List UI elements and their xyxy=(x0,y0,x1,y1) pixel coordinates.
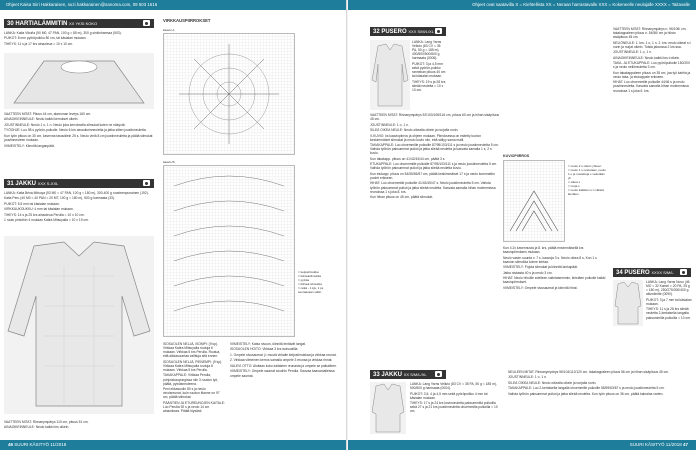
para: JOUSTINNEULE: 1 o, 1 n. xyxy=(370,122,409,127)
section-33-sub: XX S/M/L/XL xyxy=(403,372,427,377)
para: VIIMEISTELY: Pujota silmukat ja kiinnitä lankapäät. xyxy=(503,265,578,270)
para: LANKA: Katia Vikuña (50 M0, 47 PAN, 100 g = 85 m), 300 g sinkinharmaa (503). xyxy=(4,31,122,35)
para: Katia Peru (40 M0 = 40 PAN = 20 MT, 100 g = 180 m), 500 g harmaata (33). xyxy=(4,196,115,201)
para: Neulo vasen suunta v. 7 s, kaavoja 3 s. Neulo oikea 8 s, Kun 1 s kaavion silmukka kolme kertaa. xyxy=(503,255,597,264)
section-30-title: 30 HARTIALÄMMITIN xyxy=(7,21,68,27)
para: LANKA: Lang Yarns Novo (46 MO = 32 Kamel = 20 PA, 25 g = 180 m), 250/275/300/400 g allumiinitte (0090). xyxy=(646,280,690,297)
section-32-title: 32 PUSERO xyxy=(373,29,407,35)
para: Kun työn pituus on 30 cm, kavenna tasavälein 25 s. Neulo vielä 8 cm joustinneuletta ja päätä silmukat joustinneuleen mukaan. xyxy=(4,133,153,143)
section-32-header xyxy=(370,27,446,36)
para: ISOSUOLEN NELJÄ, PIENEMPI: (9 kp). Virkkaa Katira Mitsuyalla ruutuja 8 mukaan. Virkkaa 5 krs Perulla. xyxy=(163,359,223,372)
para: 1 ruutu pintoihin 4 mukaan Katira Mitsuyalla = 10 x 19 cm. xyxy=(4,218,89,223)
para: LANKA: Lang Yarns Velluto (83 CV = 35 PA, 50 g = 185 m), 500/600 g harmaata (0004). xyxy=(410,382,497,391)
section-33-header xyxy=(370,370,446,379)
para: SILEÄ OIKEA NEULE: Neulo oikealla oikein ja nurjalla nurin. xyxy=(370,128,459,133)
para: PUIKOT: 3 ja 7 mm tai käsialan mukaan. xyxy=(646,297,692,306)
section-31-sub: XXX S-XXL xyxy=(37,181,59,186)
para: TAKAKAPPALE: Luo 2-kertaisella langalla ohuemmille puikoille 55/59/63/67 s ja neulo joustinneuletta 5 cm. xyxy=(508,386,665,391)
para: NELIÖNEULE: 1. krs: 1 o, 1 n. 2. krs: neulo oikeat s:t nurin ja nurjat oikein. Toista jaksossa 2 krs:ssa. xyxy=(613,40,691,49)
para: HIHAT: Luo ohuemmille puikoille 41/43/45/47 s. Neulo joustinneuletta 5 cm. Vaihda työhön paksummat puikot ja jatka sileää neuletta. Kasvata samalla hihan molemmissa reunoissa 1 s joka 8. krs. xyxy=(370,181,496,194)
legend-item: seuraavaan väliin xyxy=(298,290,322,294)
para: NEULEEN MITAT: Rinnanympärys 96/104/112/120 cm, takakappaleen pituus 56 cm ja hihan sisäpituus 45 cm. xyxy=(508,370,669,374)
chart-title: VIRKKAUSPIIRROKSET xyxy=(163,18,211,23)
middle-column-text xyxy=(163,342,225,414)
section-30-shawl-schematic xyxy=(4,53,154,109)
section-33-title: 33 JAKKU xyxy=(373,372,403,378)
para: TIHEYS: 17 s ja 24 krs kuvioneuletta paksummilla puikoilla sekä 27 s ja 21 krs joustinneuletta ohuemmilla puikoilla = 10 cm. xyxy=(410,401,498,414)
footer-text: SUURI KÄSITYÖ 11/2018 xyxy=(14,442,67,447)
section-32-continued xyxy=(503,246,608,291)
camera-icon xyxy=(680,269,687,275)
para: JOUSTINNEULE: 1 o, 1 n. xyxy=(613,50,652,55)
section-32-sweater-schematic xyxy=(370,40,410,110)
para: PUIKOT: 8 mm pyöröpuikko 80 cm, tai käsialan mukaan. xyxy=(4,36,87,41)
para: VIRKKUUKOUKKU: 4 mm tai käsialan mukaan. xyxy=(4,207,74,212)
chart-label-b: kaavio B xyxy=(163,160,175,164)
para: TAKA- JA ETUKAPPALE: Luo pyöröpuikolle 180/200 s ja neulo neliöneuletta 3 cm. xyxy=(613,61,690,70)
knitting-chart xyxy=(503,160,565,242)
camera-icon xyxy=(143,180,150,186)
para: Jatka niskasta 40 s ja neulo 3 cm. xyxy=(503,270,553,275)
para: Kun etukapp. pituus on 54/55/56/57 cm, päätä keskimmäiset 17 s ja neulo kummatkin puolet erikseen. xyxy=(370,171,495,180)
diagram-title: KUVIOPIIRROS xyxy=(503,154,530,158)
para: Kun 4.2x kavennusta ja 8. krs, päätä ensimmäisellä krs kaaviopiirroksen mukaan. xyxy=(503,246,584,255)
chart-legend xyxy=(298,270,346,294)
section-34-header xyxy=(613,268,691,277)
section-30-sub: XX YKSI KOKO xyxy=(69,21,98,26)
section-31-materials xyxy=(4,191,154,224)
legend-item: = neulo kaikkien s:n välistä kiertäen xyxy=(568,188,604,196)
legend-item: = ketjusilmukka xyxy=(298,270,319,274)
para: VIIMEISTELY: Ompele saumat sivuihin Perulla. Sauvaa kaavamalleissa ompele saumat. xyxy=(230,369,335,378)
right-footer xyxy=(348,440,696,450)
section-31-header xyxy=(4,179,154,188)
section-31-title: 31 JAKKU xyxy=(7,181,37,187)
para: AINAOIKEINNEULE: Neulo kaikki kerrokset oikein. xyxy=(4,117,79,122)
para: TIHEYS: 19 s ja 28 krs sileää neuletta = 10 x 10 cm. xyxy=(412,79,446,92)
section-34-sweater-schematic xyxy=(613,280,643,326)
para: VAATTEEN MITAT: Pituus 44 cm, alareunan leveys 160 cm. xyxy=(4,112,92,116)
para: ETUKAPPALE: Luo ohuemmille puikoille 87/95/103/111 s ja neulo joustinneuletta 5 cm. Vaihda työhön paksummat puikot ja jatka sileää neuletta kuvio. xyxy=(370,162,498,171)
para: AINAOIKEINNEULE: Neulo kaikki krs:t oikein. xyxy=(613,55,681,60)
section-30-header xyxy=(4,19,154,28)
page-number: 46 xyxy=(8,442,14,447)
legend-item: = nurja s xyxy=(568,184,580,188)
para: 2. Virkkaa viimeinen kerros samalla ompele 3 reunaa ja virkkaa rinnat. xyxy=(230,358,333,363)
para: VIIMEISTELY: Katso sivuun, kiinnitä lentävät langat. xyxy=(230,342,306,346)
legend-item: = pylväs xyxy=(298,278,310,282)
crochet-chart-b xyxy=(163,165,295,337)
left-footer xyxy=(0,440,348,450)
section-30-instructions xyxy=(4,112,154,149)
para: VAATTEEN MITAT: Rinnanympärys n. 96/106/ cm, takakappaleen pituus n. 54/56/ cm ja hihan sisäpituus 45 cm. xyxy=(613,27,687,40)
para: Vaihda työhön paksummat puikot ja jatka sileää neuletta. Kun työn pituus on 36 cm, päätä kainaloa varten. xyxy=(508,391,664,396)
legend-item: = reikä ‑ 1 kjs, 1 ps xyxy=(298,286,324,290)
para: JOUSTINNEULE: 1 o, 1 n. xyxy=(508,375,547,380)
section-34-materials xyxy=(646,280,692,321)
para: Peni ekkasuolin 80 s ja neulo vinoisreunat, kuin ruudun tilanne on 97 cm, päätä silmukat. xyxy=(163,387,220,400)
para: Kun hihan pituus on 45 cm, päätä silmukat. xyxy=(370,195,434,200)
camera-icon xyxy=(435,28,442,34)
section-31-measurements xyxy=(4,420,154,431)
section-33-materials xyxy=(410,382,498,415)
section-32-instructions xyxy=(370,113,500,201)
para: TAKAKAPPALE: Virkkaa Perulla, pohjoiskaupungissa niin 3 ruudun työ, päätä, pylväsneuleena. xyxy=(163,373,219,386)
para: PÄÄNTIEN JA ETUREUNOJEN KAITALE: Luo Perulla 92 s ja neulo 14 cm ainaoikeaa. Päätä löysästi. xyxy=(163,400,225,413)
para: VALEVI OTTO: Aloitaan koko kaitaleen reunasta ja ompele se paikalleen. xyxy=(230,363,337,368)
para: ISOSUOLEN HOITO: Virkkaa 3 krs isoisuolilla. xyxy=(230,347,299,352)
para: HIHAT: Neulo hihoille edelleen valintaisemmin, kiristäen puikolle kaikki kaaviopiirrokset. xyxy=(503,276,606,285)
legend-item: = kiinteäsilmukka xyxy=(298,274,321,278)
footer-text: SUURI KÄSITYÖ 11/2018 xyxy=(629,442,682,447)
chart-label-a: kaavio A xyxy=(163,28,175,32)
section-34-sub: XXXX S/M/L xyxy=(651,270,674,275)
para: ISOSUOLEN NELJÄ, ISOMPI: (9 kp). Virkkaa Katira Mitsuyalla ruutuja 6 mukaan. Virkkaa 5 krs Perulla. Ruutua, että aikkasuuntaa valittuja sitä ennen. xyxy=(163,342,221,359)
legend-item: = neulo 1 s nostetaan, neulo 1 o ja nostettuja s vedetään yli xyxy=(568,168,606,180)
para: VAATTEEN MITAT: Rinnanympärys 110 cm, pituus 51 cm. xyxy=(4,420,89,424)
para: AINAOIKEINNEULE: Neulo kaikki krs oikein. xyxy=(4,425,70,430)
section-34-title: 34 PUSERO xyxy=(616,270,650,276)
section-34-instructions xyxy=(508,370,691,397)
section-33-instructions xyxy=(613,27,691,94)
section-33-jacket-schematic xyxy=(370,382,406,434)
para: HIHAT: Luo ohuemmille puikoille 44/46 s ja neulo joustinneuletta. Kasvata samalla hihan molemmissa reunoissa 1 s joka 6. krs. xyxy=(613,80,689,93)
para: 1. Ompele sivusaumat (= muutä virkaile ketjusilmukkaa ja virkkaa reunat. xyxy=(230,352,337,357)
para: PUIKOT: 3 ja 4,5 mm sekä pyörön-puikko rannekan pituus 40 cm tai käsialan mukaan. xyxy=(412,61,446,79)
right-topbar: Ohjeet ovat saatavilla X = Kiehtellista XX = Neraan harrastavalle XXX = Kokeneelle neulojalle XXXX = Taitavalle xyxy=(348,0,696,10)
legend-item: = kiinteä silmukka xyxy=(298,282,322,286)
section-31-jacket-schematic xyxy=(4,236,154,414)
para: V-KUVIO: ks kaaviopiirros ja ohjeen mukaan. Piirroksessa on esitetty kuvion keskimmäiset silmukat ja neulo kuvio niin, että säilyy sama malli. xyxy=(370,133,482,142)
para: TIHEYS: 11 s ja 28 krs sileää neuletta 2-kertaisella langalla paksummilla puikoilla = 10 cm. xyxy=(646,307,691,320)
left-topbar: Ohjeet Kaisa Siiri Hakkaraisen, suzi.hakkarainen@sanoma.com, 09 503 1616 xyxy=(0,0,348,10)
para: LANKA: Lang Yarns Velluto (83 CV = 35 PA, 50 g = 185 m), 400/500/500/600 g harmaata (0006). xyxy=(412,40,442,61)
para: Kun takakapp. pituus on 41/42/43/44 cm, päätä 3 s. xyxy=(370,156,446,161)
para: Kun takakappaleen pituus on 35 cm, jaa työ kahtia ja neulo taka- ja etukappale erikseen. xyxy=(613,70,691,79)
diagram-legend xyxy=(568,164,608,196)
para: SILEÄ OIKEA NEULE: Neulo oikealla oikein ja nurjalla nurin. xyxy=(508,380,597,385)
para: TAKAKAPPALE: Luo ohuemmille puikoille 87/95/103/111 s ja neulo joustinneuletta 5 cm. Vaihda työhön paksummat puikot ja jatka sileää neuletta ja kasvata samalla 1 s, 2 s kuvio. xyxy=(370,143,499,156)
para: JOUSTINNEULE: Neulo 1 o, 1 n. Neulo joka kerroksella silmukat kuten ne näkyvät. xyxy=(4,122,126,127)
section-32-materials xyxy=(412,40,446,93)
camera-icon xyxy=(143,20,150,26)
right-column-text xyxy=(230,342,342,379)
para: VAATTEEN MITAT: Rinnanympärys 92/100/108/116 cm, pituus 60 cm ja hihan sisäpituus 45 cm. xyxy=(370,113,500,122)
section-30-materials xyxy=(4,31,154,47)
para: VIIMEISTELY: Kiinnitä langanpäät. xyxy=(4,143,55,148)
legend-item: = oikea s xyxy=(568,180,581,184)
camera-icon xyxy=(435,371,442,377)
crochet-chart-a xyxy=(163,33,295,155)
para: TYÖOHJE: Luo 98 s pyörön-puikolle. Neulo 6 krs ainaoikeinneuletta ja jatka sitten joustinneuletta. xyxy=(4,128,147,133)
legend-item: = neulo 2 s oikein yhteen xyxy=(568,164,602,168)
para: VIIMEISTELY: Ompele sivusaumat ja kiinnitä hihat. xyxy=(503,285,578,290)
para: TIHEYS: 14 s ja 25 krs ainaoleua Perulla = 10 x 10 cm. xyxy=(4,212,85,217)
para: PUIKOT: 5,5 mm tai käsialan mukaan. xyxy=(4,201,60,206)
section-32-sub: XXX S/M/L/XL xyxy=(408,29,434,34)
right-page xyxy=(348,0,696,450)
para: PUIKOT: 3,5, 4 ja 4,5 mm sekä pyöröpuikko 4 mm tai käsialan mukaan. xyxy=(410,391,488,400)
para: LANKA: Katia Brina Mitsuya (53 M0 = 47 PAN, 100 g = 180 m), 300-400 g ruosteenpunainen (192). xyxy=(4,191,149,195)
para: TIHEYS: 11 s ja 17 krs ainaoleua = 10 x 10 cm. xyxy=(4,41,74,46)
page-number: 47 xyxy=(682,442,688,447)
